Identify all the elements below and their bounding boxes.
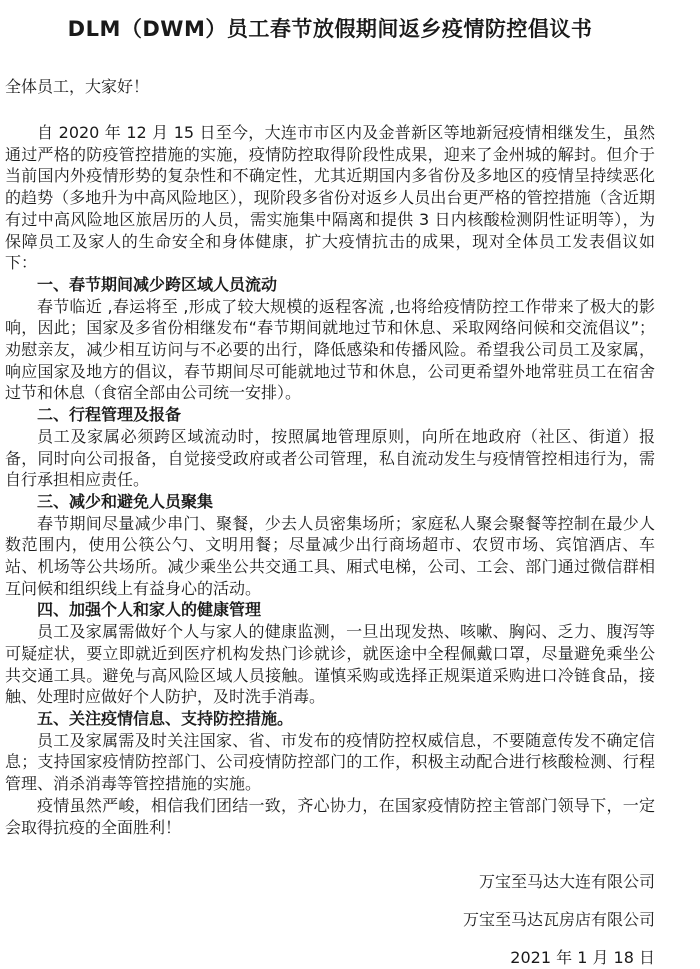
section-5-body: 员工及家属需及时关注国家、省、市发布的疫情防控权威信息，不要随意传发不确定信息；支持国家疫情防控部门、公司疫情防控部门的工作，积极主动配合进行核酸检测、行程管理、消杀消毒等管控措施的实施。 <box>5 730 655 794</box>
document-title: DLM（DWM）员工春节放假期间返乡疫情防控倡议书 <box>67 17 593 41</box>
closing-paragraph: 疫情虽然严峻，相信我们团结一致，齐心协力，在国家疫情防控主管部门领导下，一定会取得抗疫的全面胜利！ <box>5 795 655 837</box>
document-date: 2021 年 1 月 18 日 <box>510 948 655 968</box>
intro-paragraph: 自 2020 年 12 月 15 日至今，大连市市区内及金普新区等地新冠疫情相继发生，虽然通过严格的防疫管控措施的实施，疫情防控取得阶段性成果，迎来了金州城的解封。但介于当前国内外疫情形势的复杂性和不确定性，尤其近期国内多省份及多地区的疫情呈持续恶化的趋势（多地升为中高风险地区），现阶段多省份对返乡人员出台更严格的管控措施（含近期有过中高风险地区旅居历的人员，需实施集中隔离和提供 3 日内核酸检测阴性证明等），为保障员工及家人的生命安全和身体健康，扩大疫情抗击的成果，现对全体员工发表倡议如下： <box>5 123 655 273</box>
signature-company-2: 万宝至马达瓦房店有限公司 <box>462 910 655 930</box>
section-2-heading: 二、行程管理及报备 <box>37 405 182 425</box>
signature-block <box>5 871 655 969</box>
greeting-line: 全体员工，大家好！ <box>5 77 150 96</box>
document-body <box>5 122 655 838</box>
section-3-body: 春节期间尽量减少串门、聚餐，少去人员密集场所；家庭私人聚会聚餐等控制在最少人数范围内，使用公筷公勺、文明用餐；尽量减少出行商场超市、农贸市场、宾馆酒店、车站、机场等公共场所。减少乘坐公共交通工具、厢式电梯，公司、工会、部门通过微信群相互问候和组织线上有益身心的活动。 <box>5 513 655 598</box>
section-4-body: 员工及家属需做好个人与家人的健康监测，一旦出现发热、咳嗽、胸闷、乏力、腹泻等可疑症状，要立即就近到医疗机构发热门诊就诊，就医途中全程佩戴口罩，尽量避免乘坐公共交通工具。避免与高风险区域人员接触。谨慎采购或选择正规渠道采购进口冷链食品，接触、处理时应做好个人防护，及时洗手消毒。 <box>5 622 655 707</box>
section-5-heading: 五、关注疫情信息、支持防控措施。 <box>37 708 294 728</box>
section-2-body: 员工及家属必须跨区域流动时，按照属地管理原则，向所在地政府（社区、街道）报备，同时向公司报备，自觉接受政府或者公司管理，私自流动发生与疫情管控相违行为，需自行承担相应责任。 <box>5 426 655 490</box>
signature-company-1: 万宝至马达大连有限公司 <box>478 872 655 892</box>
section-1-body: 春节临近 ,春运将至 ,形成了较大规模的返程客流 ,也将给疫情防控工作带来了极大的影响，因此；国家及多省份相继发布“春节期间就地过节和休息、采取网络问候和交流倡议”；劝慰亲友，减少相互访问与不必要的出行，降低感染和传播风险。希望我公司员工及家属，响应国家及地方的倡议，春节期间尽可能就地过节和休息，公司更希望外地常驻员工在宿舍过节和休息（食宿全部由公司统一安排）。 <box>5 296 655 403</box>
section-4-heading: 四、加强个人和家人的健康管理 <box>37 600 262 620</box>
section-3-heading: 三、减少和避免人员聚集 <box>37 491 214 511</box>
section-1-heading: 一、春节期间减少跨区域人员流动 <box>37 274 278 294</box>
